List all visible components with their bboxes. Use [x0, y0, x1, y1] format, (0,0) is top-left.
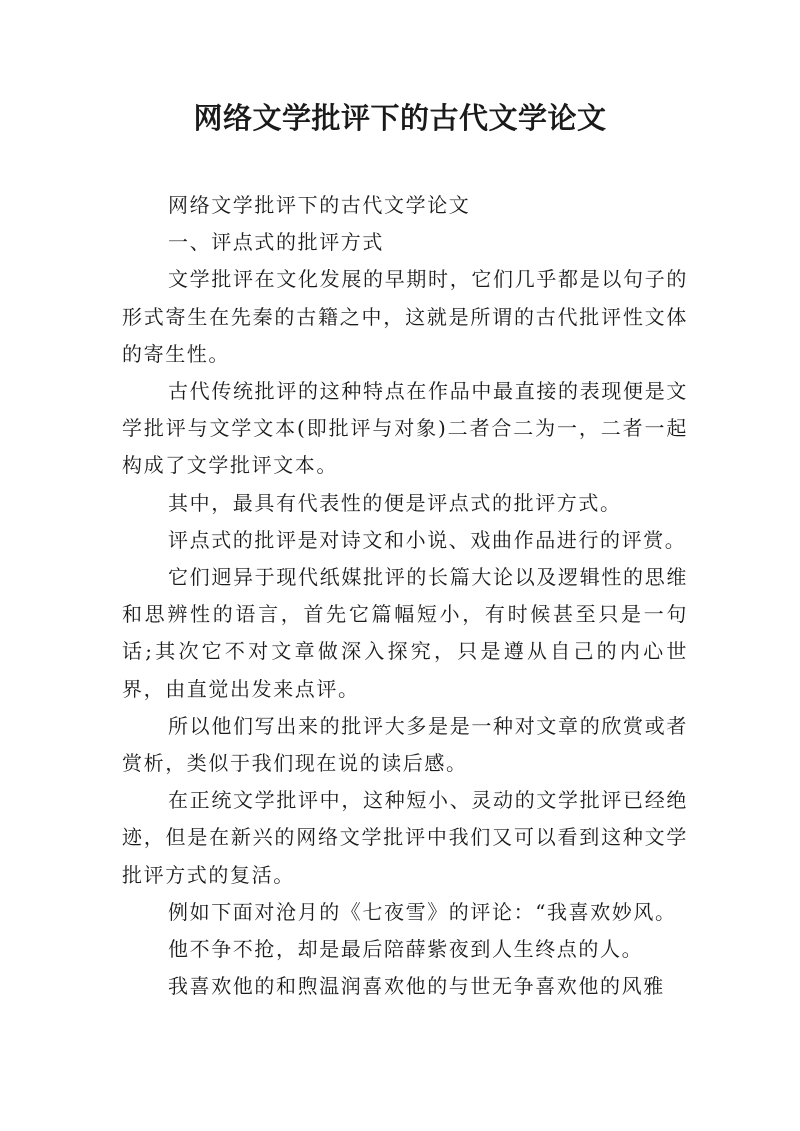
paragraph: 例如下面对沧月的《七夜雪》的评论：“我喜欢妙风。: [168, 899, 677, 924]
document-body: [122, 187, 688, 1005]
paragraph: 所以他们写出来的批评大多是是一种对文章的欣赏或者赏析，类似于我们现在说的读后感。: [122, 713, 688, 776]
paragraph: 其中，最具有代表性的便是评点式的批评方式。: [168, 490, 622, 515]
paragraph: 我喜欢他的和煦温润喜欢他的与世无争喜欢他的风雅: [168, 974, 665, 999]
section-heading: 一、评点式的批评方式: [168, 230, 384, 255]
paragraph-subtitle: 网络文学批评下的古代文学论文: [168, 193, 471, 217]
paragraph: 它们迥异于现代纸媒批评的长篇大论以及逻辑性的思维和思辨性的语言，首先它篇幅短小，有时候甚至只是一句话;其次它不对文章做深入探究，只是遵从自己的内心世界，由直觉出发来点评。: [122, 565, 688, 701]
paragraph: 评点式的批评是对诗文和小说、戏曲作品进行的评赏。: [168, 527, 687, 552]
paragraph: 文学批评在文化发展的早期时，它们几乎都是以句子的形式寄生在先秦的古籍之中，这就是所谓的古代批评性文体的寄生性。: [122, 267, 688, 366]
paragraph: 古代传统批评的这种特点在作品中最直接的表现便是文学批评与文学文本(即批评与对象)二者合二为一，二者一起构成了文学批评文本。: [122, 379, 688, 478]
paragraph: 在正统文学批评中，这种短小、灵动的文学批评已经绝迹，但是在新兴的网络文学批评中我们又可以看到这种文学批评方式的复活。: [122, 788, 688, 887]
document-title: 网络文学批评下的古代文学论文: [193, 101, 607, 135]
paragraph: 他不争不抢，却是最后陪薛紫夜到人生终点的人。: [168, 937, 644, 962]
